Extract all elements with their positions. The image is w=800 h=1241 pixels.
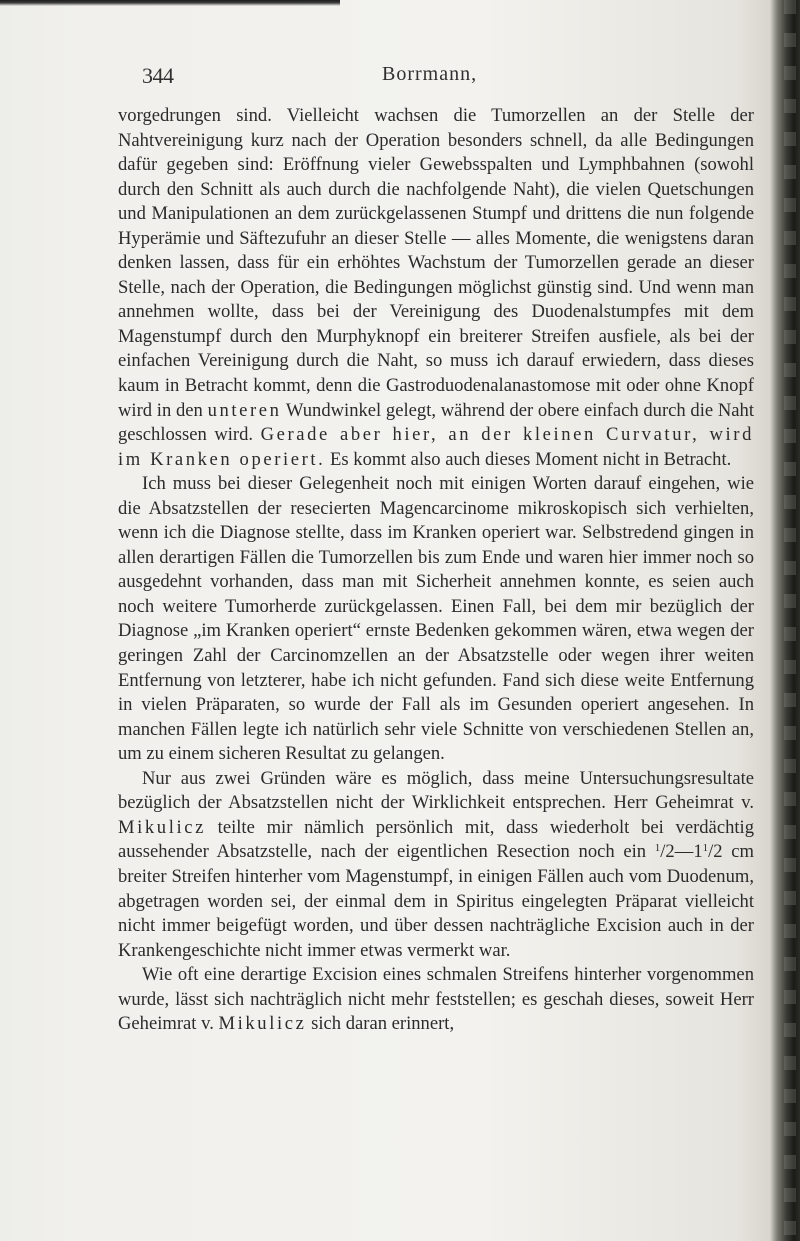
superscript-text: 1: [654, 842, 661, 855]
text-segment: /2 cm breiter Streifen hinterher vom Magenstumpf, in einigen Fällen auch vom Duodenum, abgetragen worden sei, der einmal dem in Spiritus eingelegten Präparat vielleicht nicht immer beigefügt worden, und über dessen nachträgliche Excision auch in der Krankengeschichte nicht immer etwas vermerkt war.: [118, 841, 754, 961]
text-segment: Nur aus zwei Gründen wäre es möglich, dass meine Untersuchungsresultate bezüglich der Absatzstellen nicht der Wirklichkeit entsprechen. Herr Geheimrat v.: [118, 767, 754, 814]
text-segment: teilte mir nämlich persönlich mit, dass wiederholt bei verdächtig aussehender Absatzstelle, nach der eigentlichen Resection noch ein: [118, 816, 754, 863]
emphasized-text: unteren: [207, 399, 282, 421]
running-head: Borrmann,: [382, 63, 478, 85]
text-segment: Wundwinkel gelegt, während der obere einfach durch die Naht geschlossen wird.: [118, 399, 754, 446]
text-segment: Wie oft eine derartige Excision eines schmalen Streifens hinterher vorgenommen wurde, lässt sich nachträglich nicht mehr feststellen; es geschah dieses, soweit Herr Geheimrat v.: [118, 964, 754, 1035]
text-segment: /2—1: [660, 841, 703, 863]
emphasized-text: Mikulicz: [118, 816, 206, 838]
text-segment: vorgedrungen sind. Vielleicht wachsen die Tumorzellen an der Stelle der Nahtvereinigung kurz nach der Operation besonders schnell, da alle Bedingungen dafür gegeben sind: Eröffnung vieler Gewebsspalten und Lymphbahnen (sowohl durch den Schnitt als auch durch die nachfolgende Naht), die vielen Quetschungen und Manipulationen an dem zurückgelassenen Stumpf und drittens die nun folgende Hyperämie und Säftezufuhr an dieser Stelle — alles Momente, die wenigstens daran denken lassen, dass für ein erhöhtes Wachstum der Tumorzellen gerade an dieser Stelle, nach der Operation, die Bedingungen möglichst günstig sind. Und wenn man annehmen wollte, dass bei der Vereinigung des Duodenalstumpfes mit dem Magenstumpf durch den Murphyknopf ein breiterer Streifen ausfiele, als bei der einfachen Vereinigung durch die Naht, so muss ich darauf erwiedern, dass dieses kaum in Betracht kommt, denn die Gastroduodenalanastomose mit oder ohne Knopf wird in den: [118, 105, 754, 421]
binding-shadow: [0, 0, 340, 6]
paragraph-2: [118, 472, 754, 767]
text-segment: Es kommt also auch dieses Moment nicht in Betracht.: [325, 448, 732, 470]
page-header: [142, 63, 702, 93]
paragraph-3: [118, 767, 754, 963]
gutter-texture: [784, 0, 796, 1241]
page-number: 344: [142, 63, 174, 88]
emphasized-text: Gerade aber hier, an der kleinen Curvatur, wird im Kranken operiert.: [118, 424, 754, 470]
text-segment: Ich muss bei dieser Gelegenheit noch mit einigen Worten darauf eingehen, wie die Absatzstellen der resecierten Magencarcinome mikroskopisch sich verhielten, wenn ich die Diagnose stellte, dass im Kranken operiert war. Selbstredend gingen in allen derartigen Fällen die Tumorzellen bis zum Ende und waren hier immer noch so ausgedehnt vorhanden, dass man mit Sicherheit annehmen konnte, es seien auch noch weitere Tumorherde zurückgelassen. Einen Fall, bei dem mir bezüglich der Diagnose „im Kranken operiert“ ernste Bedenken gekommen wären, etwa wegen der geringen Zahl der Carcinomzellen an der Absatzstelle oder wegen ihrer weiten Entfernung von letzterer, habe ich nicht gefunden. Fand sich diese weite Entfernung in vielen Präparaten, so wurde der Fall als im Gesunden operiert angesehen. In manchen Fällen legte ich natürlich sehr viele Schnitte von verschiedenen Stellen an, um zu einem sicheren Resultat zu gelangen.: [118, 473, 754, 765]
superscript-text: 1: [702, 842, 709, 855]
emphasized-text: Mikulicz: [218, 1013, 307, 1035]
paragraph-4: [118, 963, 754, 1037]
body-text: [118, 104, 754, 1037]
text-segment: sich daran erinnert,: [306, 1013, 455, 1035]
paragraph-1: [118, 104, 754, 472]
